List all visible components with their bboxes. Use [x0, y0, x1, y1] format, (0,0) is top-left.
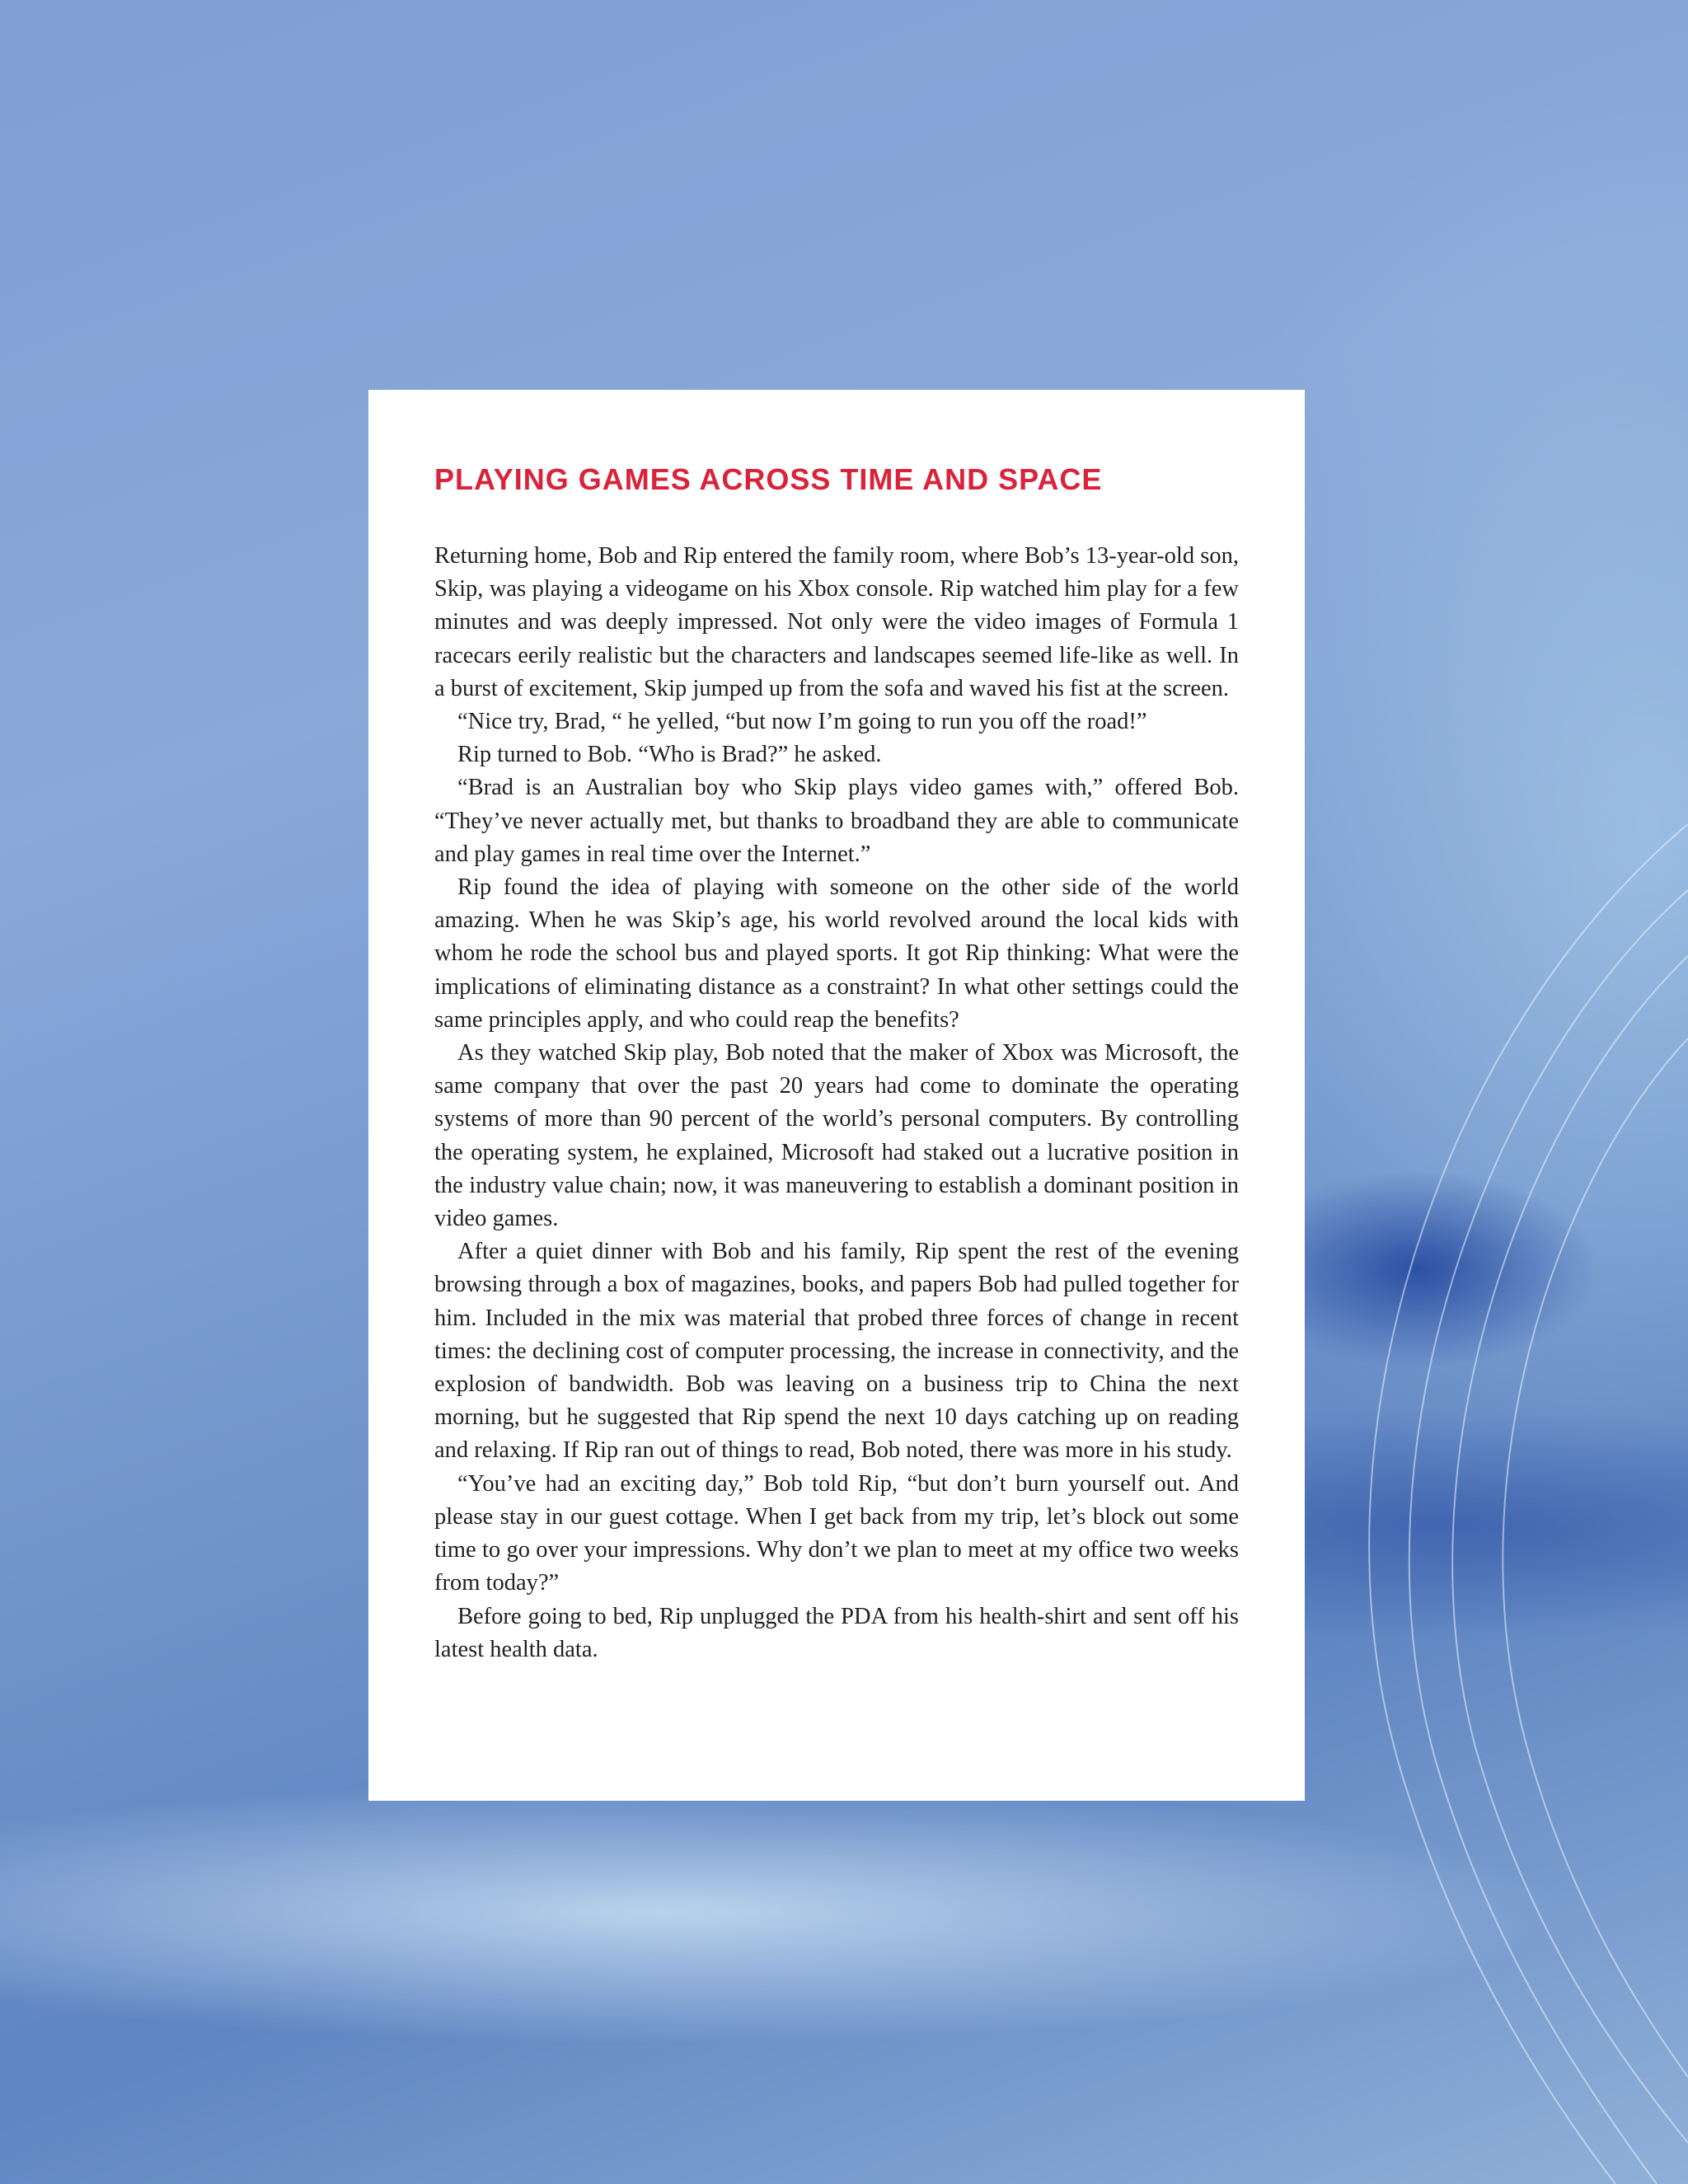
paragraph: “Brad is an Australian boy who Skip plays video games with,” offered Bob. “They’ve never actually met, but thanks to broadband they are able to communicate and play games in real time over the Internet.”: [434, 775, 1239, 867]
paragraph: Before going to bed, Rip unplugged the PDA from his health-shirt and sent off his latest health data.: [434, 1603, 1239, 1662]
paragraph: “You’ve had an exciting day,” Bob told Rip, “but don’t burn yourself out. And please stay in our guest cottage. When I get back from my trip, let’s block out some time to go over your impressions. Why don’t we plan to meet at my office two weeks from today?”: [434, 1470, 1239, 1596]
paragraph: Rip found the idea of playing with someone on the other side of the world amazing. When he was Skip’s age, his world revolved around the local kids with whom he rode the school bus and played sports. It got Rip thinking: What were the implications of eliminating distance as a constraint? In what other settings could the same principles apply, and who could reap the benefits?: [434, 874, 1239, 1033]
paragraph: Rip turned to Bob. “Who is Brad?” he asked.: [457, 742, 882, 768]
paragraph: Returning home, Bob and Rip entered the family room, where Bob’s 13-year-old son, Skip, was playing a videogame on his Xbox console. Rip watched him play for a few minutes and was deeply impressed. Not only were the video images of Formula 1 racecars eerily realistic but the characters and landscapes seemed life-like as well. In a burst of excitement, Skip jumped up from the sofa and waved his fist at the screen.: [434, 543, 1239, 701]
paragraph: As they watched Skip play, Bob noted that the maker of Xbox was Microsoft, the same company that over the past 20 years had come to dominate the operating systems of more than 90 percent of the world’s personal computers. By controlling the operating system, he explained, Microsoft had staked out a lucrative position in the industry value chain; now, it was maneuvering to establish a dominant position in video games.: [434, 1040, 1239, 1232]
article-title: PLAYING GAMES ACROSS TIME AND SPACE: [434, 462, 1103, 496]
paragraph: After a quiet dinner with Bob and his family, Rip spent the rest of the evening browsing through a box of magazines, books, and papers Bob had pulled together for him. Included in the mix was material that probed three forces of change in recent times: the declining cost of computer processing, the increase in connectivity, and the explosion of bandwidth. Bob was leaving on a business trip to China the next morning, but he suggested that Rip spend the next 10 days catching up on reading and relaxing. If Rip ran out of things to read, Bob noted, there was more in his study.: [434, 1239, 1239, 1464]
article-body: [434, 540, 1239, 1666]
paragraph: “Nice try, Brad, “ he yelled, “but now I’m going to run you off the road!”: [457, 709, 1147, 735]
article-card: [368, 390, 1305, 1801]
